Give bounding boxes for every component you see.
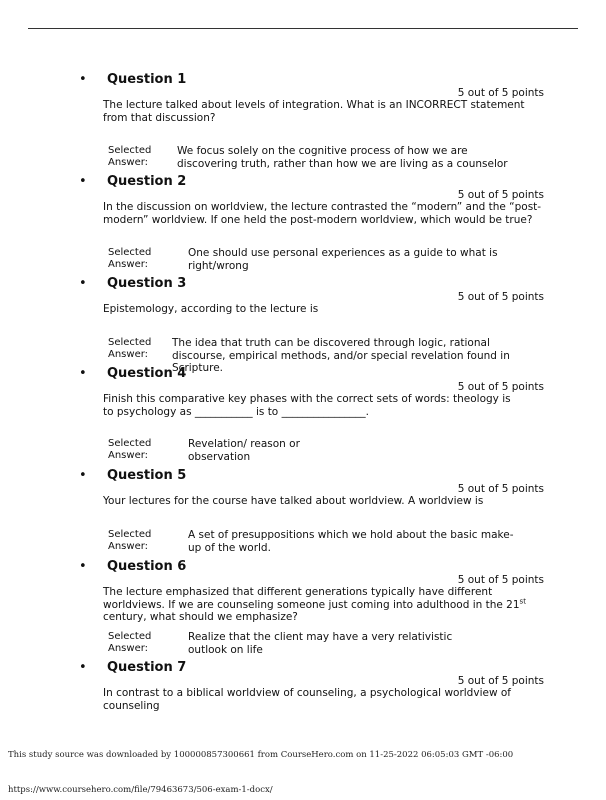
bullet: • [79,276,87,291]
selected-answer: Realize that the client may have a very relativistic outlook on life [188,631,453,656]
question-title: Question 6 [107,559,187,574]
question-title: Question 1 [107,72,187,87]
question-points: 5 out of 5 points [457,574,544,586]
question-title: Question 3 [107,276,187,291]
question-points: 5 out of 5 points [457,381,544,393]
question-points: 5 out of 5 points [457,87,544,99]
selected-answer-label: Selected Answer: [108,145,152,168]
selected-answer-label: Selected Answer: [108,438,152,461]
question-points: 5 out of 5 points [457,675,544,687]
question-prompt: Finish this comparative key phases with the correct sets of words: theology is to psychology as ___________ is to ________________. [103,393,511,418]
bullet: • [79,468,87,483]
download-note: This study source was downloaded by 100000857300661 from CourseHero.com on 11-25-2022 06:05:03 GMT -06:00 [8,750,514,760]
top-divider [28,28,578,29]
selected-answer: Revelation/ reason or observation [188,438,300,463]
question-points: 5 out of 5 points [457,291,544,303]
selected-answer-label: Selected Answer: [108,337,152,360]
selected-answer-label: Selected Answer: [108,631,152,654]
bullet: • [79,366,87,381]
bullet: • [79,660,87,675]
bullet: • [79,174,87,189]
question-prompt: The lecture talked about levels of integration. What is an INCORRECT statement from that discussion? [103,99,525,124]
question-points: 5 out of 5 points [457,483,544,495]
selected-answer-label: Selected Answer: [108,529,152,552]
selected-answer: The idea that truth can be discovered through logic, rational discourse, empirical methods, and/or special revelation found in Scripture. [172,337,510,374]
selected-answer: One should use personal experiences as a guide to what is right/wrong [188,247,498,272]
question-title: Question 4 [107,366,187,381]
question-prompt: In the discussion on worldview, the lecture contrasted the “modern” and the “post-modern” worldview. If one held the post-modern worldview, which would be true? [103,201,542,226]
selected-answer-label: Selected Answer: [108,247,152,270]
question-prompt: The lecture emphasized that different generations typically have different worldviews. If we are counseling someone just coming into adulthood in the 21st century, what should we emphasize? [103,586,526,623]
question-prompt: Your lectures for the course have talked about worldview. A worldview is [103,495,484,507]
question-title: Question 7 [107,660,187,675]
question-prompt: Epistemology, according to the lecture is [103,303,319,315]
source-url[interactable]: https://www.coursehero.com/file/79463673/506-exam-1-docx/ [8,785,273,795]
bullet: • [79,72,87,87]
question-title: Question 2 [107,174,187,189]
selected-answer: We focus solely on the cognitive process of how we are discovering truth, rather than how we are living as a counselor [177,145,508,170]
bullet: • [79,559,87,574]
question-title: Question 5 [107,468,187,483]
selected-answer: A set of presuppositions which we hold about the basic make-up of the world. [188,529,514,554]
question-prompt: In contrast to a biblical worldview of counseling, a psychological worldview of counseling [103,687,511,712]
question-points: 5 out of 5 points [457,189,544,201]
